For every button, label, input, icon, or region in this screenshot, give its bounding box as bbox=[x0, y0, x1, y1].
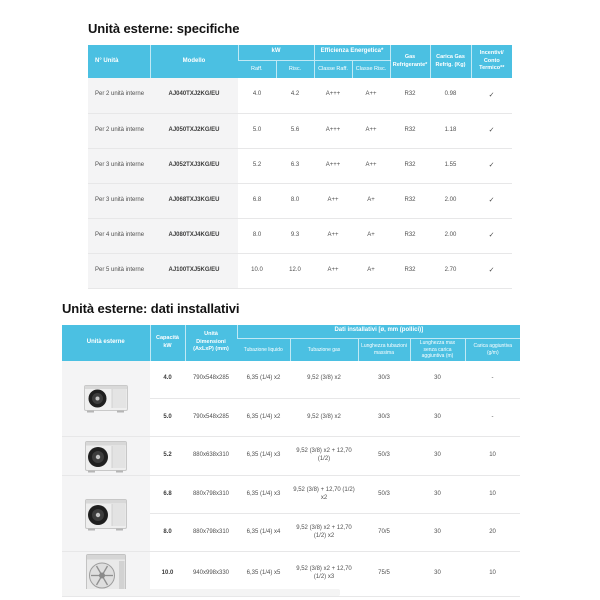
refrigerant-cell: R32 bbox=[390, 113, 430, 148]
cooling-kw-cell: 8.0 bbox=[238, 218, 276, 253]
header-n-unita: N° Unità bbox=[88, 45, 150, 78]
unit-count-cell: Per 3 unità interne bbox=[88, 183, 150, 218]
unit-count-cell: Per 2 unità interne bbox=[88, 113, 150, 148]
capacity-cell: 8.0 bbox=[150, 514, 185, 552]
outdoor-unit-small-image bbox=[83, 382, 129, 414]
max-pipe-length-cell: 50/3 bbox=[358, 437, 410, 476]
heating-kw-cell: 4.2 bbox=[290, 91, 300, 98]
max-pipe-length-cell: 30/3 bbox=[358, 399, 410, 437]
unit-count-cell: Per 2 unità interne bbox=[88, 78, 150, 113]
install-table-row bbox=[62, 476, 520, 514]
gas-pipe-cell: 9,52 (3/8) x2 + 12,70 (1/2) bbox=[290, 437, 358, 476]
heating-class-cell: A+ bbox=[352, 183, 390, 218]
cooling-class-cell: A++ bbox=[314, 218, 352, 253]
gas-charge-cell: 1.55 bbox=[430, 148, 471, 183]
additional-charge-cell: 20 bbox=[465, 514, 520, 552]
refrigerant-cell: R32 bbox=[390, 183, 430, 218]
max-pipe-length-cell: 30/3 bbox=[378, 375, 390, 382]
gas-charge-cell: 2.00 bbox=[430, 183, 471, 218]
refrigerant-cell: R32 bbox=[390, 218, 430, 253]
outdoor-unit-medium-image bbox=[84, 438, 128, 474]
specs-table bbox=[88, 45, 512, 289]
capacity-cell: 6.8 bbox=[150, 476, 185, 514]
gas-charge-cell: 2.70 bbox=[430, 253, 471, 288]
gas-charge-cell: 1.18 bbox=[430, 113, 471, 148]
cooling-class-cell: A+++ bbox=[325, 91, 341, 98]
model-cell: AJ080TXJ4KG/EU bbox=[150, 218, 238, 253]
cooling-class-cell: A+++ bbox=[314, 148, 352, 183]
cooling-class-cell: A+++ bbox=[314, 113, 352, 148]
incentive-check-cell: ✓ bbox=[471, 183, 512, 218]
model-cell: AJ068TXJ3KG/EU bbox=[150, 183, 238, 218]
max-length-no-charge-cell: 30 bbox=[410, 514, 465, 552]
header-carica-aggiuntiva: Carica aggiuntiva (g/m) bbox=[465, 339, 520, 361]
specs-table-header bbox=[88, 45, 512, 78]
additional-charge-cell: - bbox=[465, 399, 520, 437]
install-table-row bbox=[62, 437, 520, 476]
header-unita-esterne: Unità esterne bbox=[62, 325, 150, 361]
header-tubazione-gas: Tubazione gas bbox=[290, 339, 358, 361]
model-cell: AJ040TXJ2KG/EU bbox=[150, 78, 238, 113]
heating-class-cell: A++ bbox=[365, 91, 377, 98]
model-cell: AJ050TXJ2KG/EU bbox=[150, 113, 238, 148]
capacity-cell: 5.2 bbox=[150, 437, 185, 476]
header-unita-dimensioni: Unità Dimensioni (AxLxP) (mm) bbox=[185, 325, 237, 361]
footnote-cutoff-strip bbox=[62, 589, 340, 596]
dimensions-cell: 880x798x310 bbox=[185, 514, 237, 552]
gas-pipe-cell: 9,52 (3/8) x2 + 12,70 (1/2) x2 bbox=[290, 514, 358, 552]
cooling-kw-cell: 5.0 bbox=[238, 113, 276, 148]
incentive-check-cell: ✓ bbox=[471, 113, 512, 148]
refrigerant-cell: R32 bbox=[404, 91, 416, 98]
cooling-kw-cell: 6.8 bbox=[238, 183, 276, 218]
header-kw-raff: Raff. bbox=[238, 60, 276, 78]
heating-kw-cell: 9.3 bbox=[276, 218, 314, 253]
additional-charge-cell: 10 bbox=[465, 437, 520, 476]
capacity-cell: 10.0 bbox=[150, 552, 185, 597]
header-modello: Modello bbox=[150, 45, 238, 78]
refrigerant-cell: R32 bbox=[390, 148, 430, 183]
gas-pipe-cell: 9,52 (3/8) x2 + 12,70 (1/2) x3 bbox=[290, 552, 358, 597]
spec-table-row bbox=[88, 183, 512, 218]
outdoor-unit-medium-image bbox=[84, 496, 128, 532]
model-cell: AJ052TXJ3KG/EU bbox=[150, 148, 238, 183]
dimensions-cell: 880x638x310 bbox=[185, 437, 237, 476]
spec-table-row bbox=[88, 113, 512, 148]
header-kw-group: kW bbox=[238, 45, 314, 60]
header-classe-risc: Classe Risc. bbox=[352, 60, 390, 78]
refrigerant-cell: R32 bbox=[390, 253, 430, 288]
liquid-pipe-cell: 6,35 (1/4) x2 bbox=[246, 375, 281, 382]
max-pipe-length-cell: 75/5 bbox=[358, 552, 410, 597]
header-gas-refrigerante: Gas Refrigerante* bbox=[390, 45, 430, 78]
max-pipe-length-cell: 50/3 bbox=[358, 476, 410, 514]
cooling-class-cell: A++ bbox=[314, 253, 352, 288]
header-capacita: Capacità kW bbox=[150, 325, 185, 361]
section-specifiche bbox=[88, 0, 512, 289]
header-incentivi: Incentivi/ Conto Termico** bbox=[471, 45, 512, 78]
additional-charge-cell: 10 bbox=[465, 552, 520, 597]
capacity-cell: 4.0 bbox=[163, 375, 172, 382]
max-length-no-charge-cell: 30 bbox=[434, 375, 441, 382]
header-carica-gas: Carica Gas Refrig. (Kg) bbox=[430, 45, 471, 78]
additional-charge-cell: 10 bbox=[465, 476, 520, 514]
header-classe-raff: Classe Raff. bbox=[314, 60, 352, 78]
install-table bbox=[62, 325, 520, 598]
unit-count-cell: Per 3 unità interne bbox=[88, 148, 150, 183]
header-efficienza-group: Efficienza Energetica* bbox=[314, 45, 390, 60]
incentive-check-cell: ✓ bbox=[488, 91, 495, 99]
heating-kw-cell: 6.3 bbox=[276, 148, 314, 183]
dimensions-cell: 940x998x330 bbox=[185, 552, 237, 597]
cooling-class-cell: A++ bbox=[314, 183, 352, 218]
install-table-header bbox=[62, 325, 520, 361]
liquid-pipe-cell: 6,35 (1/4) x3 bbox=[237, 437, 290, 476]
gas-pipe-cell: 9,52 (3/8) x2 bbox=[307, 375, 341, 382]
liquid-pipe-cell: 6,35 (1/4) x4 bbox=[237, 514, 290, 552]
gas-pipe-cell: 9,52 (3/8) + 12,70 (1/2) x2 bbox=[290, 476, 358, 514]
spec-table-row bbox=[88, 78, 512, 113]
header-lunghezza-tubazioni: Lunghezza tubazioni massima bbox=[358, 339, 410, 361]
gas-pipe-cell: 9,52 (3/8) x2 bbox=[290, 399, 358, 437]
header-lunghezza-max-senza-carica: Lunghezza max senza carica aggiuntiva (m) bbox=[410, 339, 465, 361]
cooling-kw-cell: 4.0 bbox=[252, 91, 262, 98]
gas-charge-cell: 2.00 bbox=[430, 218, 471, 253]
heating-class-cell: A++ bbox=[352, 113, 390, 148]
cooling-kw-cell: 5.2 bbox=[238, 148, 276, 183]
unit-count-cell: Per 4 unità interne bbox=[88, 218, 150, 253]
liquid-pipe-cell: 6,35 (1/4) x5 bbox=[237, 552, 290, 597]
dimensions-cell: 790x548x285 bbox=[185, 399, 237, 437]
heating-kw-cell: 5.6 bbox=[276, 113, 314, 148]
specs-table-body bbox=[88, 78, 512, 288]
incentive-check-cell: ✓ bbox=[471, 218, 512, 253]
heating-kw-cell: 12.0 bbox=[276, 253, 314, 288]
header-kw-risc: Risc. bbox=[276, 60, 314, 78]
liquid-pipe-cell: 6,35 (1/4) x3 bbox=[237, 476, 290, 514]
spec-table-row bbox=[88, 218, 512, 253]
max-pipe-length-cell: 70/5 bbox=[358, 514, 410, 552]
max-length-no-charge-cell: 30 bbox=[410, 437, 465, 476]
section-title-dati-installativi: Unità esterne: dati installativi bbox=[62, 300, 240, 316]
heating-kw-cell: 8.0 bbox=[276, 183, 314, 218]
section-dati-installativi bbox=[62, 301, 520, 598]
header-tubazione-liquido: Tubazione liquido bbox=[237, 339, 290, 361]
dimensions-cell: 880x798x310 bbox=[185, 476, 237, 514]
incentive-check-cell: ✓ bbox=[471, 148, 512, 183]
heating-class-cell: A+ bbox=[352, 218, 390, 253]
outdoor-unit-image-cell bbox=[62, 476, 150, 552]
outdoor-unit-image-cell bbox=[62, 437, 150, 476]
dimensions-cell: 790x548x285 bbox=[192, 375, 230, 382]
incentive-check-cell: ✓ bbox=[471, 253, 512, 288]
outdoor-unit-image-cell bbox=[62, 361, 150, 437]
additional-charge-cell: - bbox=[491, 375, 494, 382]
heating-class-cell: A+ bbox=[352, 253, 390, 288]
gas-charge-cell: 0.98 bbox=[444, 91, 457, 98]
capacity-cell: 5.0 bbox=[150, 399, 185, 437]
section-title-specifiche: Unità esterne: specifiche bbox=[88, 21, 240, 36]
spec-table-row bbox=[88, 148, 512, 183]
cooling-kw-cell: 10.0 bbox=[238, 253, 276, 288]
max-length-no-charge-cell: 30 bbox=[410, 399, 465, 437]
install-table-row bbox=[62, 361, 520, 399]
install-table-body bbox=[62, 361, 520, 597]
spec-table-row bbox=[88, 253, 512, 288]
unit-count-cell: Per 5 unità interne bbox=[88, 253, 150, 288]
heating-class-cell: A++ bbox=[352, 148, 390, 183]
header-dati-installativi-group: Dati installativi [ø, mm (pollici)] bbox=[237, 325, 520, 339]
max-length-no-charge-cell: 30 bbox=[410, 552, 465, 597]
max-length-no-charge-cell: 30 bbox=[410, 476, 465, 514]
liquid-pipe-cell: 6,35 (1/4) x2 bbox=[237, 399, 290, 437]
model-cell: AJ100TXJ5KG/EU bbox=[150, 253, 238, 288]
